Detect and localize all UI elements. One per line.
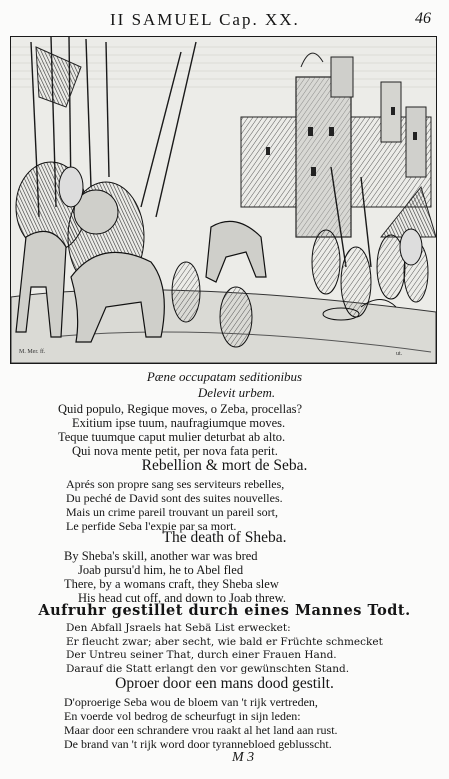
verse-line: Teque tuumque caput mulier deturbat ab alto. <box>58 430 286 444</box>
svg-text:ut.: ut. <box>396 351 403 357</box>
verse-line: Du peché de David sont des suites nouvelles. <box>66 491 283 505</box>
caption-line: Delevit urbem. <box>197 385 276 400</box>
latin-verse <box>58 402 438 458</box>
verse-line: Quid populo, Regique moves, o Zeba, procellas? <box>58 402 303 416</box>
verse-line: Den Abfall Jsraels hat Sebä List erwecket: <box>66 622 291 634</box>
french-verse <box>66 477 436 533</box>
verse-line: Er fleucht zwar; aber secht, wie bald er Früchte schmecket <box>66 635 383 648</box>
verse-line: There, by a womans craft, they Sheba slew <box>64 577 279 591</box>
svg-text:M. Mer. ff.: M. Mer. ff. <box>19 349 46 355</box>
verse-line: Der Untreu seiner That, durch einer Frauen Hand. <box>66 649 337 661</box>
caption-line: Pæne occupatam seditionibus <box>146 369 303 384</box>
running-title: II SAMUEL Cap. XX. <box>110 10 300 29</box>
english-verse <box>64 549 434 605</box>
verse-line: Maar door een schrandere vrou raakt al het land aan rust. <box>64 723 338 737</box>
verse-line: Joab pursu'd him, he to Abel fled <box>78 563 244 577</box>
dutch-heading: Oproer door een mans dood gestilt. <box>115 675 334 692</box>
verse-line: Aprés son propre sang ses serviteurs rebelles, <box>66 477 285 491</box>
verse-line: Qui nova mente petit, per nova fata perit. <box>72 444 278 458</box>
verse-line: Le perfide Seba l'expie par sa mort. <box>66 519 237 533</box>
verse-line: His head cut off, and down to Joab threw. <box>78 591 286 605</box>
engraving-drawing <box>11 37 436 363</box>
verse-line: Exitium ipse tuum, naufragiumque moves. <box>72 416 286 430</box>
engraving-illustration <box>10 36 437 364</box>
french-heading: Rebellion & mort de Seba. <box>141 457 308 474</box>
engraving-caption <box>0 369 449 401</box>
verse-line: De brand van 't rijk word door tyrannebloed geblusscht. <box>64 737 332 751</box>
verse-line: By Sheba's skill, another war was bred <box>64 549 258 563</box>
verse-line: D'oproerige Seba wou de bloem van 't rijk vertreden, <box>64 695 318 709</box>
dutch-verse <box>64 695 439 751</box>
page-number: 46 <box>415 10 431 27</box>
german-heading: Aufruhr gestillet durch eines Mannes Todt. <box>38 602 411 619</box>
signature-mark: M 3 <box>232 750 255 765</box>
verse-line: En voerde vol bedrog de scheurfugt in sijn leden: <box>64 709 301 723</box>
verse-line: Darauf die Statt erlangt den vor gewünschten Stand. <box>66 662 350 675</box>
german-verse <box>66 622 436 676</box>
page-header <box>0 8 449 30</box>
english-heading: The death of Sheba. <box>162 529 287 546</box>
verse-line: Mais un crime pareil trouvant un pareil sort, <box>66 505 278 519</box>
